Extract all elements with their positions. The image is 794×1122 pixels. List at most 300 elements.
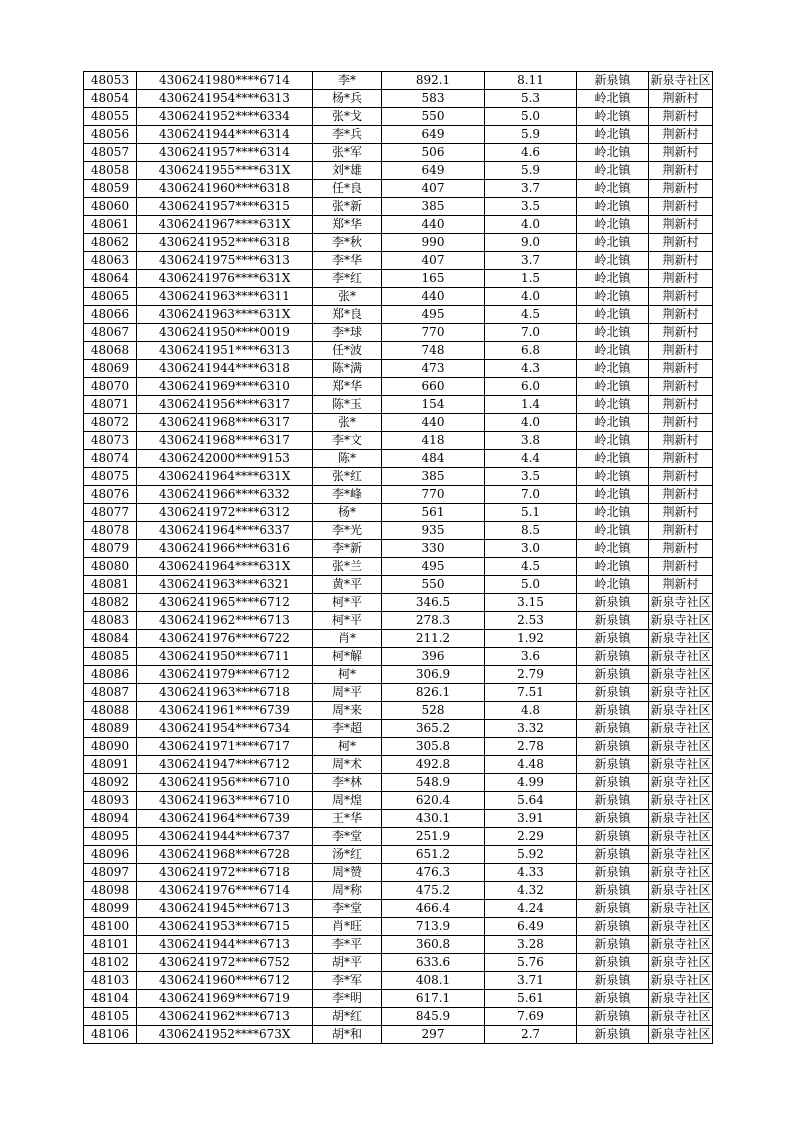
area-cell: 211.2	[382, 630, 485, 648]
town-cell: 新泉镇	[577, 900, 649, 918]
id-card-cell: 4306241952****6334	[137, 108, 313, 126]
amount-cell: 7.69	[485, 1008, 577, 1026]
name-cell: 王*华	[313, 810, 382, 828]
name-cell: 李*超	[313, 720, 382, 738]
id-card-cell: 4306241980****6714	[137, 72, 313, 90]
id-card-cell: 4306241976****6722	[137, 630, 313, 648]
row-number-cell: 48067	[84, 324, 137, 342]
amount-cell: 3.28	[485, 936, 577, 954]
amount-cell: 3.7	[485, 252, 577, 270]
id-card-cell: 4306241964****631X	[137, 468, 313, 486]
name-cell: 杨*兵	[313, 90, 382, 108]
area-cell: 165	[382, 270, 485, 288]
row-number-cell: 48089	[84, 720, 137, 738]
town-cell: 岭北镇	[577, 288, 649, 306]
area-cell: 365.2	[382, 720, 485, 738]
table-row	[84, 594, 713, 612]
village-cell: 新泉寺社区	[649, 900, 713, 918]
village-cell: 荆新村	[649, 540, 713, 558]
town-cell: 新泉镇	[577, 882, 649, 900]
area-cell: 649	[382, 162, 485, 180]
table-row	[84, 756, 713, 774]
village-cell: 新泉寺社区	[649, 828, 713, 846]
town-cell: 新泉镇	[577, 648, 649, 666]
area-cell: 475.2	[382, 882, 485, 900]
town-cell: 岭北镇	[577, 360, 649, 378]
amount-cell: 5.9	[485, 126, 577, 144]
village-cell: 荆新村	[649, 162, 713, 180]
area-cell: 550	[382, 576, 485, 594]
row-number-cell: 48086	[84, 666, 137, 684]
town-cell: 岭北镇	[577, 252, 649, 270]
town-cell: 新泉镇	[577, 72, 649, 90]
village-cell: 新泉寺社区	[649, 882, 713, 900]
town-cell: 岭北镇	[577, 450, 649, 468]
name-cell: 李*林	[313, 774, 382, 792]
amount-cell: 9.0	[485, 234, 577, 252]
row-number-cell: 48092	[84, 774, 137, 792]
row-number-cell: 48098	[84, 882, 137, 900]
area-cell: 550	[382, 108, 485, 126]
row-number-cell: 48102	[84, 954, 137, 972]
table-row	[84, 396, 713, 414]
town-cell: 新泉镇	[577, 792, 649, 810]
id-card-cell: 4306241971****6717	[137, 738, 313, 756]
row-number-cell: 48097	[84, 864, 137, 882]
town-cell: 新泉镇	[577, 846, 649, 864]
amount-cell: 5.3	[485, 90, 577, 108]
town-cell: 新泉镇	[577, 1008, 649, 1026]
amount-cell: 5.9	[485, 162, 577, 180]
table-row	[84, 882, 713, 900]
amount-cell: 4.32	[485, 882, 577, 900]
village-cell: 新泉寺社区	[649, 1026, 713, 1044]
table-row	[84, 378, 713, 396]
village-cell: 新泉寺社区	[649, 720, 713, 738]
amount-cell: 5.0	[485, 576, 577, 594]
table-row	[84, 360, 713, 378]
town-cell: 新泉镇	[577, 1026, 649, 1044]
name-cell: 柯*解	[313, 648, 382, 666]
area-cell: 770	[382, 324, 485, 342]
village-cell: 新泉寺社区	[649, 702, 713, 720]
id-card-cell: 4306241976****631X	[137, 270, 313, 288]
amount-cell: 6.49	[485, 918, 577, 936]
amount-cell: 3.32	[485, 720, 577, 738]
area-cell: 617.1	[382, 990, 485, 1008]
id-card-cell: 4306241956****6317	[137, 396, 313, 414]
name-cell: 李*兵	[313, 126, 382, 144]
amount-cell: 7.51	[485, 684, 577, 702]
row-number-cell: 48085	[84, 648, 137, 666]
table-row	[84, 558, 713, 576]
amount-cell: 8.5	[485, 522, 577, 540]
name-cell: 李*光	[313, 522, 382, 540]
town-cell: 新泉镇	[577, 936, 649, 954]
table-row	[84, 234, 713, 252]
id-card-cell: 4306241979****6712	[137, 666, 313, 684]
name-cell: 胡*红	[313, 1008, 382, 1026]
table-row	[84, 252, 713, 270]
village-cell: 新泉寺社区	[649, 936, 713, 954]
table-row	[84, 1008, 713, 1026]
row-number-cell: 48093	[84, 792, 137, 810]
town-cell: 新泉镇	[577, 612, 649, 630]
village-cell: 荆新村	[649, 252, 713, 270]
row-number-cell: 48058	[84, 162, 137, 180]
village-cell: 新泉寺社区	[649, 846, 713, 864]
village-cell: 新泉寺社区	[649, 990, 713, 1008]
name-cell: 李*新	[313, 540, 382, 558]
table-row	[84, 324, 713, 342]
name-cell: 陈*	[313, 450, 382, 468]
table-row	[84, 540, 713, 558]
row-number-cell: 48079	[84, 540, 137, 558]
row-number-cell: 48062	[84, 234, 137, 252]
village-cell: 新泉寺社区	[649, 1008, 713, 1026]
name-cell: 郑*华	[313, 378, 382, 396]
town-cell: 岭北镇	[577, 414, 649, 432]
area-cell: 396	[382, 648, 485, 666]
amount-cell: 5.61	[485, 990, 577, 1008]
village-cell: 荆新村	[649, 576, 713, 594]
area-cell: 476.3	[382, 864, 485, 882]
row-number-cell: 48071	[84, 396, 137, 414]
table-row	[84, 810, 713, 828]
area-cell: 561	[382, 504, 485, 522]
row-number-cell: 48065	[84, 288, 137, 306]
area-cell: 440	[382, 414, 485, 432]
name-cell: 陈*满	[313, 360, 382, 378]
name-cell: 汤*红	[313, 846, 382, 864]
name-cell: 张*兰	[313, 558, 382, 576]
town-cell: 岭北镇	[577, 306, 649, 324]
town-cell: 新泉镇	[577, 864, 649, 882]
table-row	[84, 828, 713, 846]
village-cell: 新泉寺社区	[649, 972, 713, 990]
id-card-cell: 4306241944****6713	[137, 936, 313, 954]
name-cell: 张*	[313, 288, 382, 306]
village-cell: 荆新村	[649, 108, 713, 126]
row-number-cell: 48088	[84, 702, 137, 720]
id-card-cell: 4306241956****6710	[137, 774, 313, 792]
area-cell: 620.4	[382, 792, 485, 810]
table-row	[84, 450, 713, 468]
name-cell: 柯*平	[313, 612, 382, 630]
row-number-cell: 48076	[84, 486, 137, 504]
amount-cell: 3.0	[485, 540, 577, 558]
amount-cell: 6.0	[485, 378, 577, 396]
town-cell: 岭北镇	[577, 198, 649, 216]
amount-cell: 1.4	[485, 396, 577, 414]
village-cell: 新泉寺社区	[649, 774, 713, 792]
id-card-cell: 4306241963****6311	[137, 288, 313, 306]
amount-cell: 3.71	[485, 972, 577, 990]
village-cell: 荆新村	[649, 234, 713, 252]
id-card-cell: 4306241957****6315	[137, 198, 313, 216]
village-cell: 荆新村	[649, 144, 713, 162]
town-cell: 新泉镇	[577, 630, 649, 648]
row-number-cell: 48069	[84, 360, 137, 378]
subsidy-table	[83, 71, 713, 1044]
id-card-cell: 4306241969****6310	[137, 378, 313, 396]
amount-cell: 4.24	[485, 900, 577, 918]
village-cell: 荆新村	[649, 126, 713, 144]
town-cell: 新泉镇	[577, 918, 649, 936]
table-row	[84, 144, 713, 162]
row-number-cell: 48082	[84, 594, 137, 612]
town-cell: 岭北镇	[577, 432, 649, 450]
town-cell: 新泉镇	[577, 720, 649, 738]
area-cell: 440	[382, 216, 485, 234]
table-row	[84, 342, 713, 360]
village-cell: 新泉寺社区	[649, 594, 713, 612]
id-card-cell: 4306241968****6728	[137, 846, 313, 864]
name-cell: 胡*和	[313, 1026, 382, 1044]
name-cell: 周*术	[313, 756, 382, 774]
name-cell: 肖*旺	[313, 918, 382, 936]
village-cell: 荆新村	[649, 324, 713, 342]
name-cell: 张*红	[313, 468, 382, 486]
amount-cell: 5.0	[485, 108, 577, 126]
amount-cell: 5.1	[485, 504, 577, 522]
village-cell: 荆新村	[649, 288, 713, 306]
name-cell: 张*戈	[313, 108, 382, 126]
name-cell: 李*堂	[313, 900, 382, 918]
id-card-cell: 4306241962****6713	[137, 612, 313, 630]
table-row	[84, 414, 713, 432]
id-card-cell: 4306241969****6719	[137, 990, 313, 1008]
table-row	[84, 990, 713, 1008]
id-card-cell: 4306241962****6713	[137, 1008, 313, 1026]
area-cell: 506	[382, 144, 485, 162]
village-cell: 荆新村	[649, 378, 713, 396]
area-cell: 251.9	[382, 828, 485, 846]
row-number-cell: 48057	[84, 144, 137, 162]
table-row	[84, 792, 713, 810]
id-card-cell: 4306241963****6710	[137, 792, 313, 810]
id-card-cell: 4306241963****6718	[137, 684, 313, 702]
id-card-cell: 4306241957****6314	[137, 144, 313, 162]
amount-cell: 2.7	[485, 1026, 577, 1044]
name-cell: 张*军	[313, 144, 382, 162]
name-cell: 李*堂	[313, 828, 382, 846]
area-cell: 484	[382, 450, 485, 468]
table-row	[84, 576, 713, 594]
amount-cell: 3.8	[485, 432, 577, 450]
area-cell: 770	[382, 486, 485, 504]
town-cell: 岭北镇	[577, 90, 649, 108]
village-cell: 荆新村	[649, 522, 713, 540]
id-card-cell: 4306241961****6739	[137, 702, 313, 720]
village-cell: 新泉寺社区	[649, 864, 713, 882]
name-cell: 李*球	[313, 324, 382, 342]
town-cell: 岭北镇	[577, 540, 649, 558]
village-cell: 荆新村	[649, 468, 713, 486]
id-card-cell: 4306241972****6752	[137, 954, 313, 972]
area-cell: 935	[382, 522, 485, 540]
village-cell: 新泉寺社区	[649, 918, 713, 936]
table-row	[84, 666, 713, 684]
id-card-cell: 4306241960****6318	[137, 180, 313, 198]
table-row	[84, 522, 713, 540]
table-row	[84, 288, 713, 306]
id-card-cell: 4306241963****6321	[137, 576, 313, 594]
table-row	[84, 954, 713, 972]
area-cell: 278.3	[382, 612, 485, 630]
village-cell: 荆新村	[649, 198, 713, 216]
village-cell: 新泉寺社区	[649, 72, 713, 90]
table-row	[84, 180, 713, 198]
row-number-cell: 48083	[84, 612, 137, 630]
table-row	[84, 846, 713, 864]
town-cell: 新泉镇	[577, 702, 649, 720]
area-cell: 466.4	[382, 900, 485, 918]
town-cell: 岭北镇	[577, 504, 649, 522]
row-number-cell: 48068	[84, 342, 137, 360]
row-number-cell: 48106	[84, 1026, 137, 1044]
amount-cell: 2.79	[485, 666, 577, 684]
id-card-cell: 4306241951****6313	[137, 342, 313, 360]
village-cell: 新泉寺社区	[649, 666, 713, 684]
row-number-cell: 48087	[84, 684, 137, 702]
name-cell: 周*赞	[313, 864, 382, 882]
name-cell: 李*军	[313, 972, 382, 990]
id-card-cell: 4306241952****673X	[137, 1026, 313, 1044]
village-cell: 荆新村	[649, 306, 713, 324]
name-cell: 李*秋	[313, 234, 382, 252]
table-row	[84, 72, 713, 90]
amount-cell: 4.0	[485, 288, 577, 306]
id-card-cell: 4306242000****9153	[137, 450, 313, 468]
row-number-cell: 48066	[84, 306, 137, 324]
row-number-cell: 48101	[84, 936, 137, 954]
amount-cell: 4.4	[485, 450, 577, 468]
town-cell: 新泉镇	[577, 738, 649, 756]
id-card-cell: 4306241953****6715	[137, 918, 313, 936]
village-cell: 新泉寺社区	[649, 630, 713, 648]
id-card-cell: 4306241964****6739	[137, 810, 313, 828]
id-card-cell: 4306241947****6712	[137, 756, 313, 774]
amount-cell: 4.5	[485, 306, 577, 324]
table-row	[84, 468, 713, 486]
amount-cell: 4.6	[485, 144, 577, 162]
town-cell: 岭北镇	[577, 396, 649, 414]
area-cell: 492.8	[382, 756, 485, 774]
area-cell: 430.1	[382, 810, 485, 828]
table-row	[84, 738, 713, 756]
row-number-cell: 48059	[84, 180, 137, 198]
amount-cell: 6.8	[485, 342, 577, 360]
id-card-cell: 4306241963****631X	[137, 306, 313, 324]
name-cell: 柯*平	[313, 594, 382, 612]
table-row	[84, 216, 713, 234]
area-cell: 845.9	[382, 1008, 485, 1026]
id-card-cell: 4306241964****6337	[137, 522, 313, 540]
id-card-cell: 4306241960****6712	[137, 972, 313, 990]
id-card-cell: 4306241950****6711	[137, 648, 313, 666]
id-card-cell: 4306241975****6313	[137, 252, 313, 270]
row-number-cell: 48080	[84, 558, 137, 576]
village-cell: 荆新村	[649, 216, 713, 234]
amount-cell: 3.5	[485, 468, 577, 486]
name-cell: 黄*平	[313, 576, 382, 594]
amount-cell: 4.0	[485, 414, 577, 432]
town-cell: 岭北镇	[577, 108, 649, 126]
area-cell: 651.2	[382, 846, 485, 864]
amount-cell: 7.0	[485, 486, 577, 504]
area-cell: 892.1	[382, 72, 485, 90]
area-cell: 440	[382, 288, 485, 306]
village-cell: 新泉寺社区	[649, 684, 713, 702]
amount-cell: 4.48	[485, 756, 577, 774]
name-cell: 李*红	[313, 270, 382, 288]
table-row	[84, 306, 713, 324]
amount-cell: 3.5	[485, 198, 577, 216]
row-number-cell: 48078	[84, 522, 137, 540]
table-row	[84, 1026, 713, 1044]
id-card-cell: 4306241967****631X	[137, 216, 313, 234]
row-number-cell: 48063	[84, 252, 137, 270]
amount-cell: 7.0	[485, 324, 577, 342]
town-cell: 新泉镇	[577, 684, 649, 702]
table-row	[84, 270, 713, 288]
row-number-cell: 48099	[84, 900, 137, 918]
id-card-cell: 4306241955****631X	[137, 162, 313, 180]
row-number-cell: 48103	[84, 972, 137, 990]
row-number-cell: 48056	[84, 126, 137, 144]
area-cell: 495	[382, 306, 485, 324]
village-cell: 新泉寺社区	[649, 792, 713, 810]
table-row	[84, 612, 713, 630]
area-cell: 990	[382, 234, 485, 252]
table-row	[84, 162, 713, 180]
amount-cell: 4.99	[485, 774, 577, 792]
id-card-cell: 4306241965****6712	[137, 594, 313, 612]
amount-cell: 4.5	[485, 558, 577, 576]
area-cell: 154	[382, 396, 485, 414]
row-number-cell: 48075	[84, 468, 137, 486]
village-cell: 荆新村	[649, 180, 713, 198]
row-number-cell: 48100	[84, 918, 137, 936]
row-number-cell: 48055	[84, 108, 137, 126]
row-number-cell: 48104	[84, 990, 137, 1008]
village-cell: 荆新村	[649, 432, 713, 450]
name-cell: 李*	[313, 72, 382, 90]
area-cell: 713.9	[382, 918, 485, 936]
area-cell: 418	[382, 432, 485, 450]
village-cell: 荆新村	[649, 450, 713, 468]
name-cell: 张*新	[313, 198, 382, 216]
amount-cell: 4.33	[485, 864, 577, 882]
area-cell: 528	[382, 702, 485, 720]
area-cell: 633.6	[382, 954, 485, 972]
name-cell: 柯*	[313, 738, 382, 756]
name-cell: 张*	[313, 414, 382, 432]
table-body	[84, 72, 713, 1044]
name-cell: 胡*平	[313, 954, 382, 972]
amount-cell: 2.29	[485, 828, 577, 846]
amount-cell: 4.3	[485, 360, 577, 378]
row-number-cell: 48053	[84, 72, 137, 90]
area-cell: 407	[382, 252, 485, 270]
table-row	[84, 198, 713, 216]
row-number-cell: 48072	[84, 414, 137, 432]
name-cell: 周*平	[313, 684, 382, 702]
village-cell: 荆新村	[649, 342, 713, 360]
area-cell: 649	[382, 126, 485, 144]
name-cell: 李*明	[313, 990, 382, 1008]
